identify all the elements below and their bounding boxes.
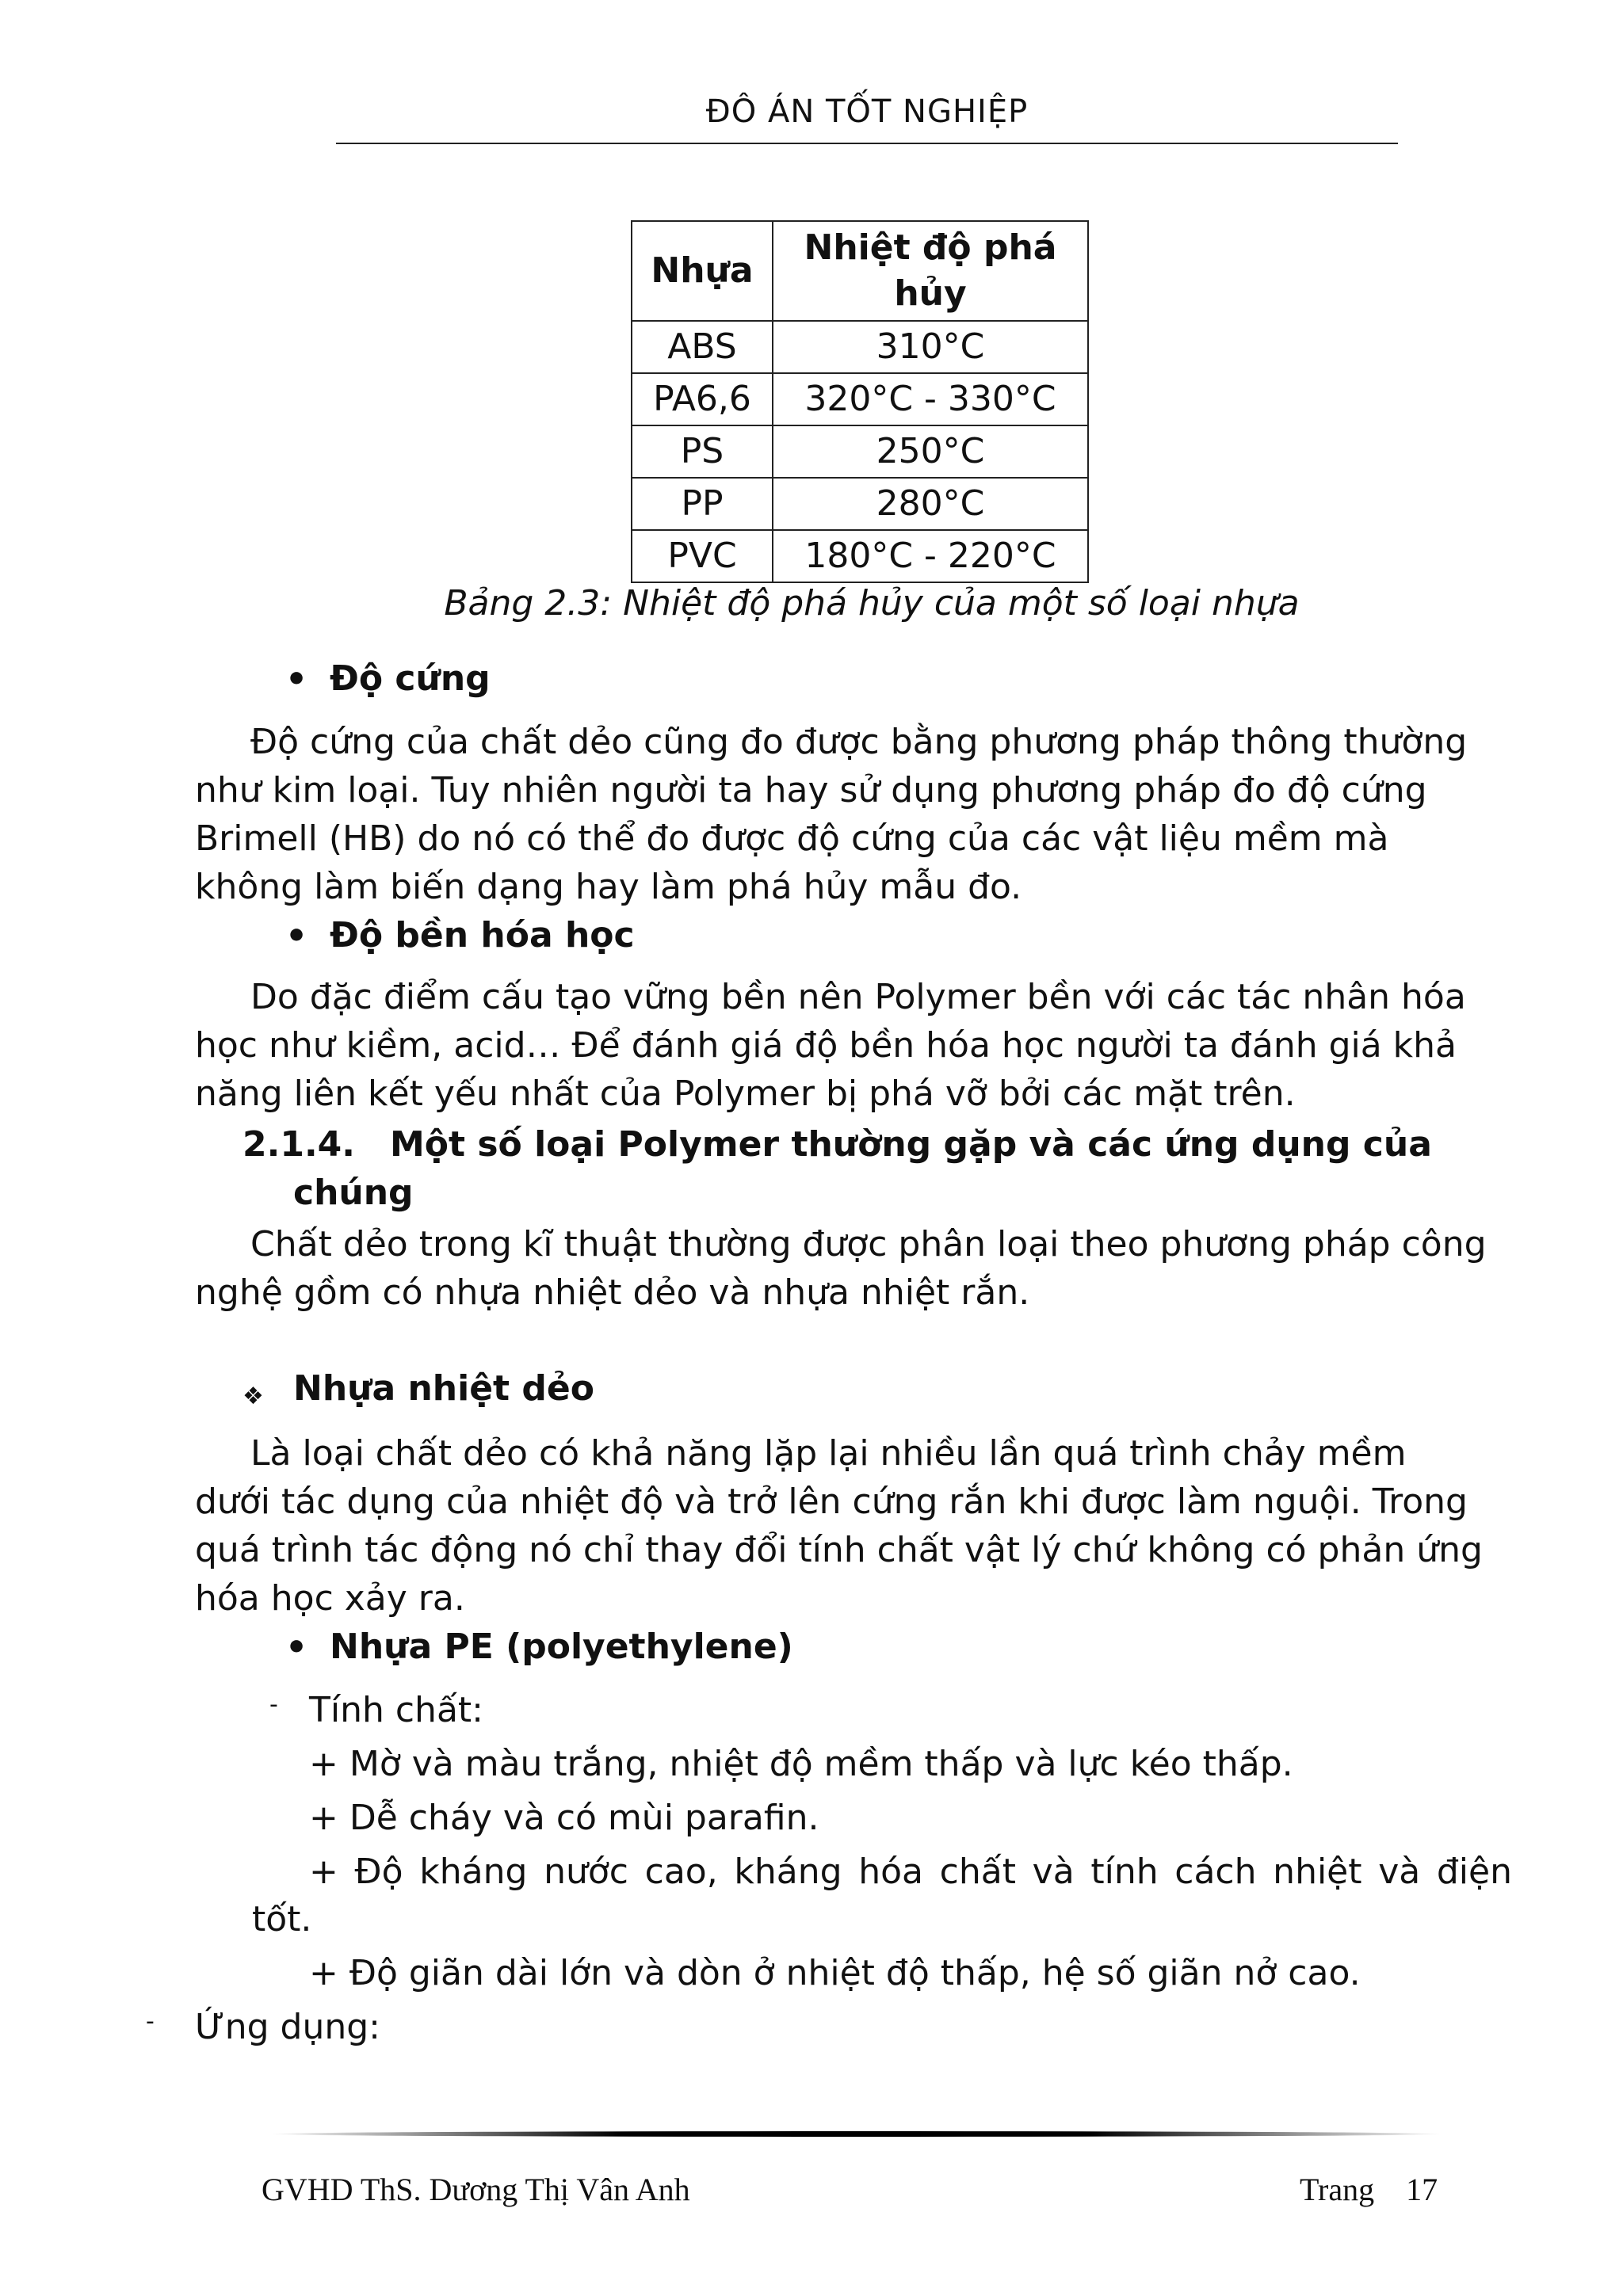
paragraph-hardness <box>195 718 1512 911</box>
paragraph-line: học như kiềm, acid… Để đánh giá độ bền hóa học người ta đánh giá khả <box>195 1025 1457 1066</box>
paragraph-thermoplastic <box>195 1429 1512 1623</box>
table-caption: Bảng 2.3: Nhiệt độ phá hủy của một số loại nhựa <box>444 583 1300 624</box>
section-heading-2-1-4 <box>242 1120 1542 1217</box>
property-item: + Mờ và màu trắng, nhiệt độ mềm thấp và lực kéo thấp. <box>309 1744 1293 1784</box>
table-cell: PVC <box>632 530 773 582</box>
paragraph-intro <box>195 1220 1512 1317</box>
section-title-hardness: Độ cứng <box>330 658 491 699</box>
table-row <box>632 373 1088 425</box>
table-row <box>632 321 1088 373</box>
section-title-chemical-resistance: Độ bền hóa học <box>330 915 635 955</box>
paragraph-line: Brimell (HB) do nó có thể đo được độ cứng của các vật liệu mềm mà <box>195 818 1389 859</box>
table-cell: 310°C <box>773 321 1088 373</box>
paragraph-line: năng liên kết yếu nhất của Polymer bị phá vỡ bởi các mặt trên. <box>195 1074 1296 1114</box>
table-row <box>632 425 1088 478</box>
paragraph-line: quá trình tác động nó chỉ thay đổi tính chất vật lý chứ không có phản ứng <box>195 1530 1483 1570</box>
header-divider <box>336 143 1398 144</box>
section-title-pe: Nhựa PE (polyethylene) <box>330 1627 793 1667</box>
heading-number: 2.1.4. <box>242 1124 355 1165</box>
paragraph-line: Do đặc điểm cấu tạo vững bền nên Polymer bền với các tác nhân hóa <box>250 977 1466 1017</box>
property-item: + Độ giãn dài lớn và dòn ở nhiệt độ thấp, hệ số giãn nở cao. <box>309 1953 1361 1993</box>
table-header-row <box>632 221 1088 321</box>
polymer-temperature-table <box>631 220 1089 583</box>
bullet-icon: • <box>285 659 308 700</box>
page-header-title: ĐÔ ÁN TỐT NGHIỆP <box>705 93 1029 130</box>
bullet-icon: • <box>285 916 308 956</box>
property-item: + Độ kháng nước cao, kháng hóa chất và tính cách nhiệt và điện <box>309 1852 1512 1892</box>
dash-icon: - <box>269 1691 278 1718</box>
paragraph-line: như kim loại. Tuy nhiên người ta hay sử dụng phương pháp đo độ cứng <box>195 770 1427 810</box>
paragraph-line: không làm biến dạng hay làm phá hủy mẫu đo. <box>195 867 1022 907</box>
paragraph-line: Độ cứng của chất dẻo cũng đo được bằng phương pháp thông thường <box>250 722 1468 762</box>
paragraph-line: dưới tác dụng của nhiệt độ và trở lên cứng rắn khi được làm nguội. Trong <box>195 1482 1468 1522</box>
paragraph-chemical-resistance <box>195 973 1512 1118</box>
table-cell: PA6,6 <box>632 373 773 425</box>
table-cell: 180°C - 220°C <box>773 530 1088 582</box>
footer-advisor: GVHD ThS. Dương Thị Vân Anh <box>262 2172 690 2207</box>
footer-divider <box>269 2131 1442 2137</box>
heading-title: Một số loại Polymer thường gặp và các ứng dụng của <box>390 1124 1432 1165</box>
paragraph-line: nghệ gồm có nhựa nhiệt dẻo và nhựa nhiệt rắn. <box>195 1272 1030 1313</box>
property-label: Tính chất: <box>309 1690 483 1730</box>
table-cell: 320°C - 330°C <box>773 373 1088 425</box>
section-title-thermoplastic: Nhựa nhiệt dẻo <box>293 1368 594 1409</box>
table-header-cell: Nhựa <box>632 221 773 321</box>
heading-title-continued: chúng <box>293 1173 414 1213</box>
diamond-bullet-icon: ❖ <box>242 1383 264 1410</box>
table-cell: 250°C <box>773 425 1088 478</box>
page-label: Trang <box>1300 2172 1375 2207</box>
property-item-continued: tốt. <box>252 1899 312 1939</box>
table-row <box>632 478 1088 530</box>
dash-icon: - <box>146 2008 155 2035</box>
table-cell: PP <box>632 478 773 530</box>
footer-page <box>1300 2171 1438 2208</box>
paragraph-line: Là loại chất dẻo có khả năng lặp lại nhiều lần quá trình chảy mềm <box>250 1433 1407 1474</box>
table-cell: ABS <box>632 321 773 373</box>
table-header-cell: Nhiệt độ phá hủy <box>773 221 1088 321</box>
property-item: + Dễ cháy và có mùi parafin. <box>309 1798 819 1838</box>
paragraph-line: hóa học xảy ra. <box>195 1578 465 1619</box>
page-number: 17 <box>1406 2172 1438 2207</box>
application-label: Ứng dụng: <box>195 2007 381 2047</box>
table-cell: PS <box>632 425 773 478</box>
table-cell: 280°C <box>773 478 1088 530</box>
bullet-icon: • <box>285 1627 308 1668</box>
paragraph-line: Chất dẻo trong kĩ thuật thường được phân loại theo phương pháp công <box>250 1224 1487 1264</box>
table-row <box>632 530 1088 582</box>
